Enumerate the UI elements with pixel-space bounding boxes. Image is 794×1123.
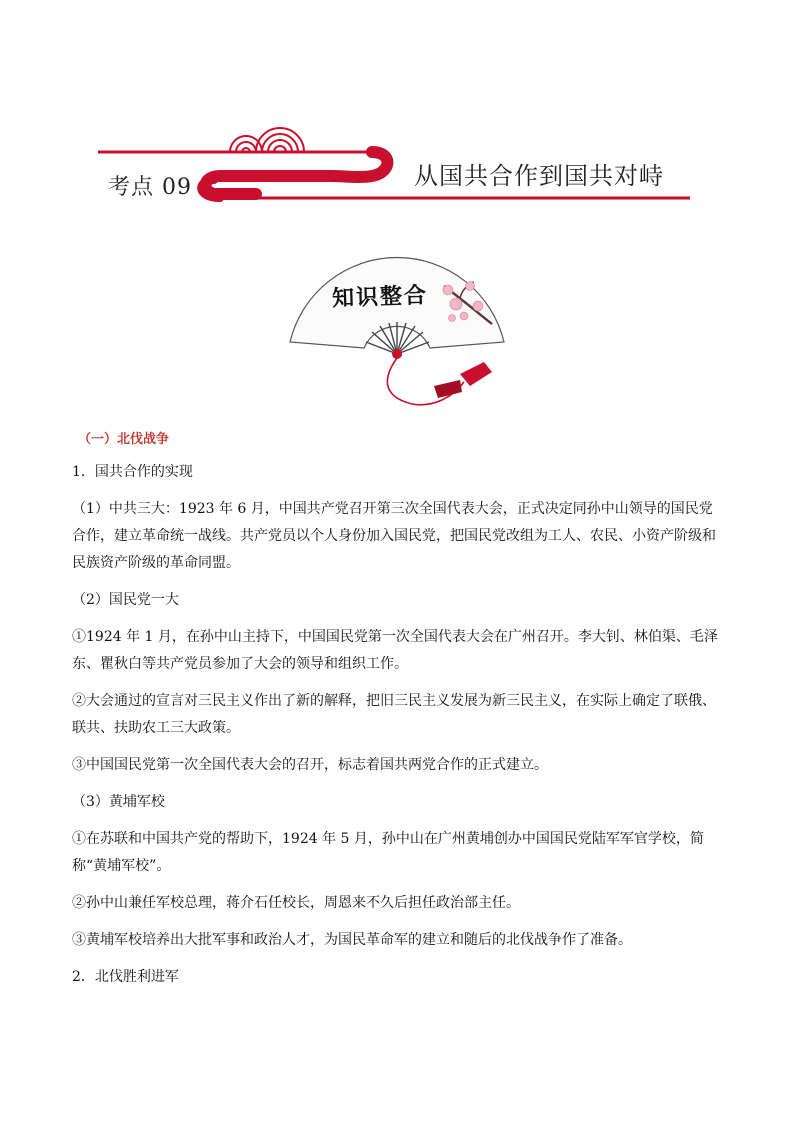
paragraph-5: ①在苏联和中国共产党的帮助下，1924 年 5 月，孙中山在广州黄埔创办中国国民党陆军军官学校，简称“黄埔军校”。 xyxy=(72,831,704,874)
paragraph-3: ②大会通过的宣言对三民主义作出了新的解释，把旧三民主义发展为新三民主义，在实际上确定了联俄、联共、扶助农工三大政策。 xyxy=(72,693,716,736)
fan-title: 知识整合 xyxy=(331,282,429,312)
subheading-3: （3）黄埔军校 xyxy=(72,794,165,810)
folding-fan-icon xyxy=(284,246,510,416)
topic-title: 从国共合作到国共对峙 xyxy=(414,162,664,190)
subheading-4: 2．北伐胜利进军 xyxy=(72,969,179,985)
paragraph-4: ③中国国民党第一次全国代表大会的召开，标志着国共两党合作的正式建立。 xyxy=(72,757,548,773)
paragraph-6: ②孙中山兼任军校总理，蒋介石任校长，周恩来不久后担任政治部主任。 xyxy=(72,895,520,911)
subheading-2: （2）国民党一大 xyxy=(72,592,179,608)
topic-number: 考点 09 xyxy=(108,175,192,200)
section-heading: （一）北伐战争 xyxy=(78,432,170,447)
paragraph-7: ③黄埔军校培养出大批军事和政治人才，为国民革命军的建立和随后的北伐战争作了准备。 xyxy=(72,932,632,948)
subheading-1: 1．国共合作的实现 xyxy=(72,464,193,480)
topic-banner xyxy=(96,118,696,208)
paragraph-2: ①1924 年 1 月，在孙中山主持下，中国国民党第一次全国代表大会在广州召开。李大钊、林伯渠、毛泽东、瞿秋白等共产党员参加了大会的领导和组织工作。 xyxy=(72,629,718,672)
paragraph-1: （1）中共三大：1923 年 6 月，中国共产党召开第三次全国代表大会，正式决定同孙中山领导的国民党合作，建立革命统一战线。共产党员以个人身份加入国民党，把国民党改组为工人、农民、小资产阶级和民族资产阶级的革命同盟。 xyxy=(72,501,716,571)
knowledge-fan-emblem xyxy=(284,246,510,416)
document-body xyxy=(72,428,724,991)
